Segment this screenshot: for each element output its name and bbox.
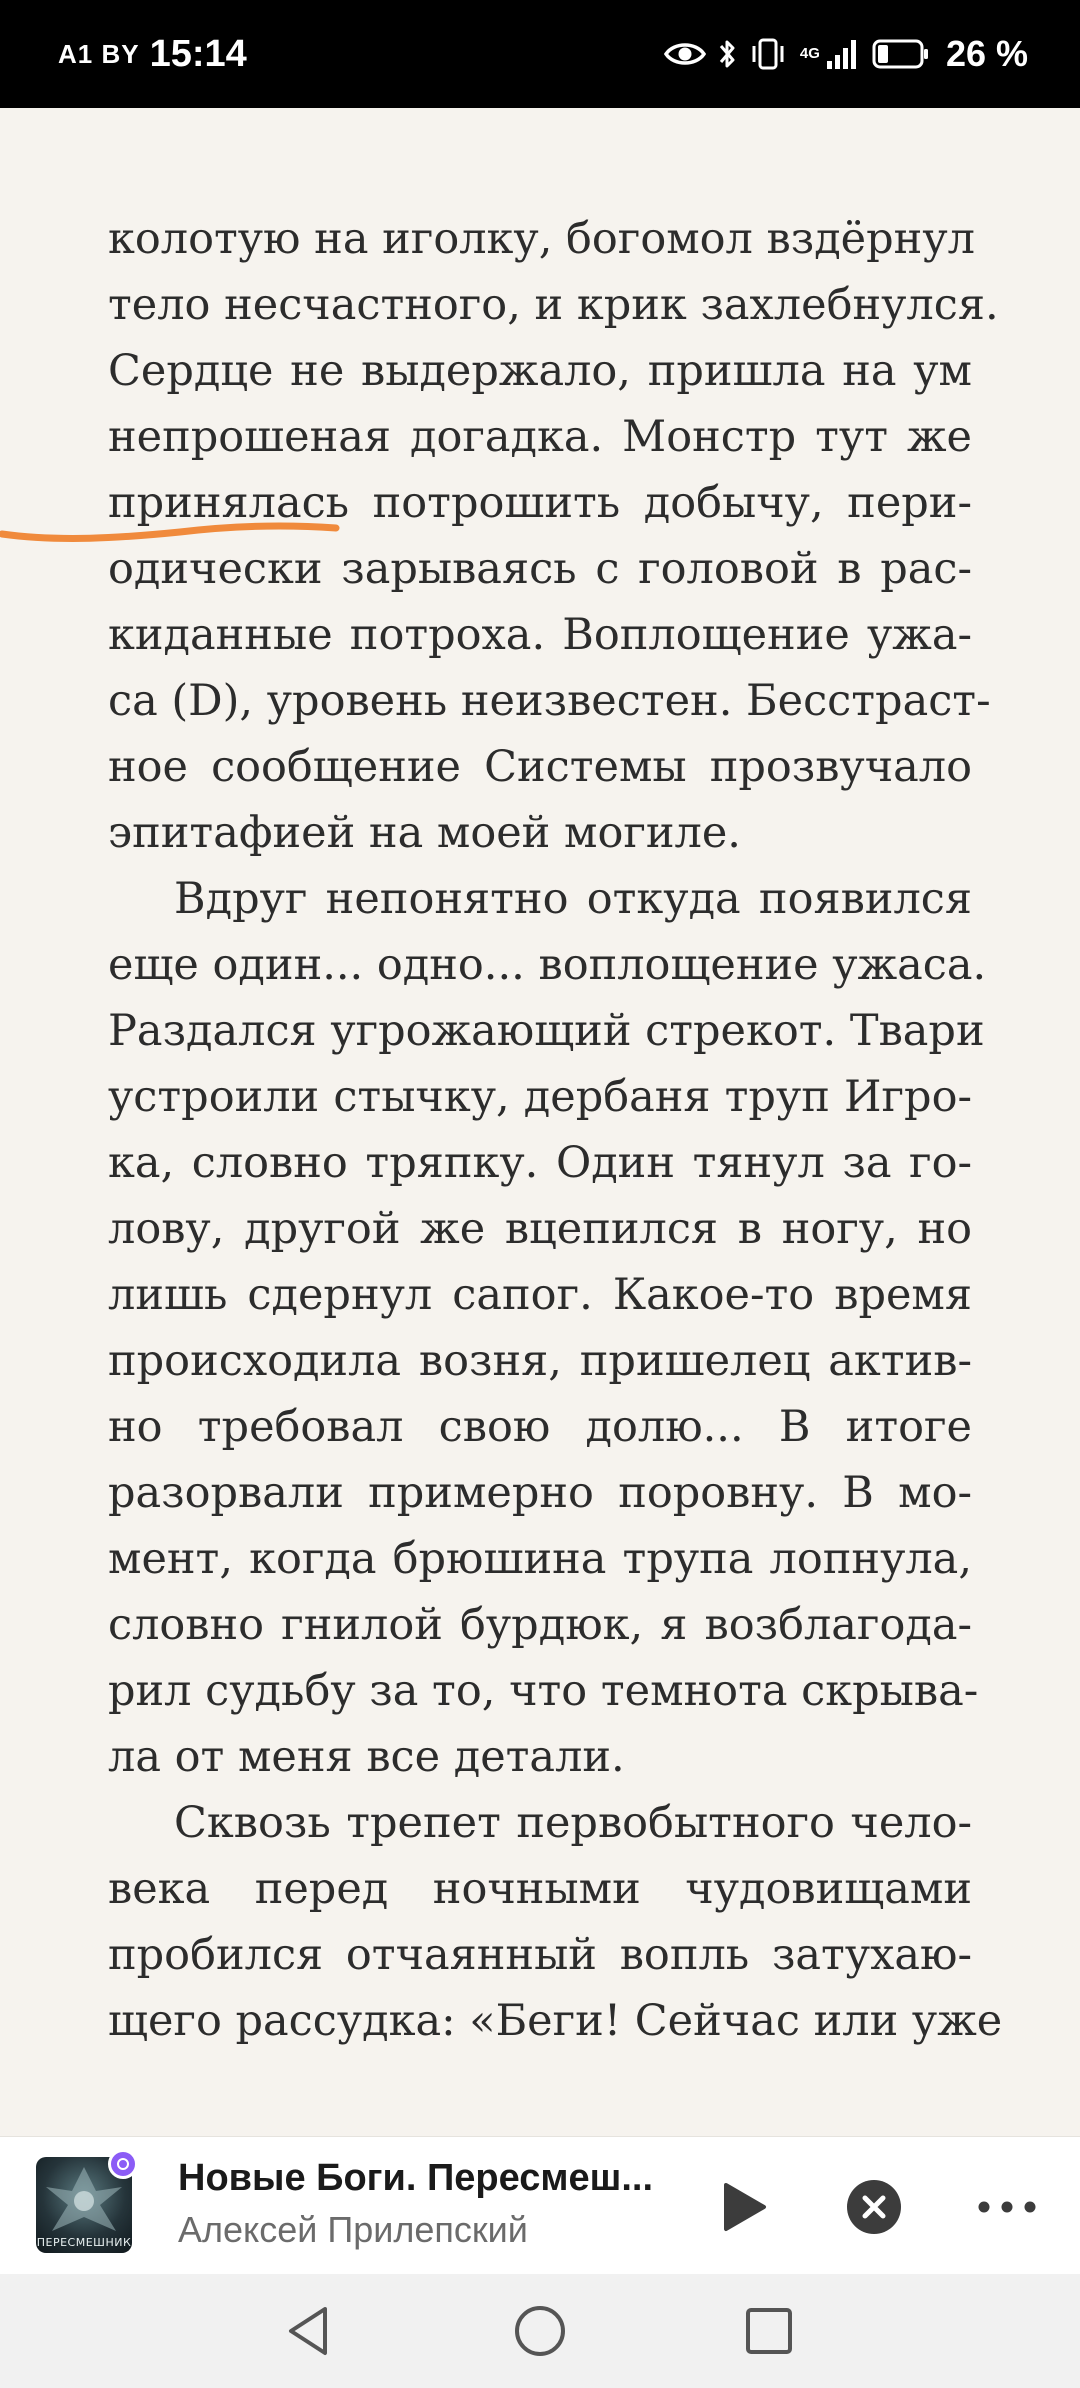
text-line: Сквозь трепет первобытного чело- [174,1798,972,1848]
text-line: тело несчастного, и крик захлебнулся. [108,280,999,330]
text-line: Раздался угрожающий стрекот. Твари [108,1006,985,1056]
text-line: принялась потрошить добычу, пери- [108,478,972,528]
battery-icon [872,39,930,69]
battery-percent: 26 % [945,33,1028,74]
carrier-label: A1 BY [58,38,140,69]
back-icon[interactable] [279,2301,339,2361]
text-line: устроили стычку, дербаня труп Игро- [108,1072,972,1122]
bluetooth-icon [718,37,736,71]
play-icon[interactable] [712,2177,772,2237]
vibrate-icon [748,37,788,71]
text-line: непрошеная догадка. Монстр тут же [108,412,972,462]
track-title[interactable]: Новые Боги. Пересмеш... [178,2157,653,2199]
status-left [58,28,247,80]
status-bar [0,0,1080,108]
signal-icon [826,39,860,69]
text-line: эпитафией на моей могиле. [108,808,741,858]
track-author[interactable]: Алексей Прилепский [178,2209,528,2250]
text-line: щего рассудка: «Беги! Сейчас или уже [108,1996,1003,2046]
more-icon[interactable] [974,2179,1040,2235]
reader-page[interactable] [0,108,1080,2136]
text-line: словно гнилой бурдюк, я возблагода- [108,1600,972,1650]
network-type-text: 4G [799,45,820,62]
text-line: ное сообщение Системы прозвучало [108,742,972,792]
clock: 15:14 [149,32,247,75]
close-icon[interactable] [846,2179,902,2235]
text-line: са (D), уровень неизвестен. Бесстраст- [108,676,991,726]
recents-icon[interactable] [739,2301,799,2361]
text-line: колотую на иголку, богомол вздёрнул [108,214,975,264]
text-line: века перед ночными чудовищами [108,1864,972,1914]
text-line: одически зарываясь с головой в рас- [108,544,972,594]
text-line: мент, когда брюшина трупа лопнула, [108,1534,972,1584]
audio-player-bar[interactable] [0,2136,1080,2275]
text-line: Вдруг непонятно откуда появился [174,874,972,924]
navigation-bar [0,2274,1080,2388]
text-line: происходила возня, пришелец актив- [108,1336,972,1386]
page-text [108,206,1003,2054]
cover-caption: ПЕРЕСМЕШНИК [36,2236,132,2249]
text-line: ка, словно тряпку. Один тянул за го- [108,1138,972,1188]
assistant-badge-icon [108,2149,138,2179]
text-line: пробился отчаянный вопль затухаю- [108,1930,972,1980]
text-line: рил судьбу за то, что темнота скрыва- [108,1666,979,1716]
text-line: лову, другой же вцепился в ногу, но [108,1204,972,1254]
text-line: лишь сдернул сапог. Какое-то время [108,1270,972,1320]
text-line: Сердце не выдержало, пришла на ум [108,346,972,396]
text-line: разорвали примерно поровну. В мо- [108,1468,972,1518]
network-type-label [800,47,820,61]
highlight-stroke[interactable] [0,508,360,568]
text-line: ла от меня все детали. [108,1732,625,1782]
text-line: киданные потроха. Воплощение ужа- [108,610,972,660]
home-icon[interactable] [510,2301,570,2361]
status-right [664,28,1028,80]
text-line: но требовал свою долю... В итоге [108,1402,972,1452]
text-line: еще один... одно... воплощение ужаса. [108,940,987,990]
eye-icon [664,40,706,68]
